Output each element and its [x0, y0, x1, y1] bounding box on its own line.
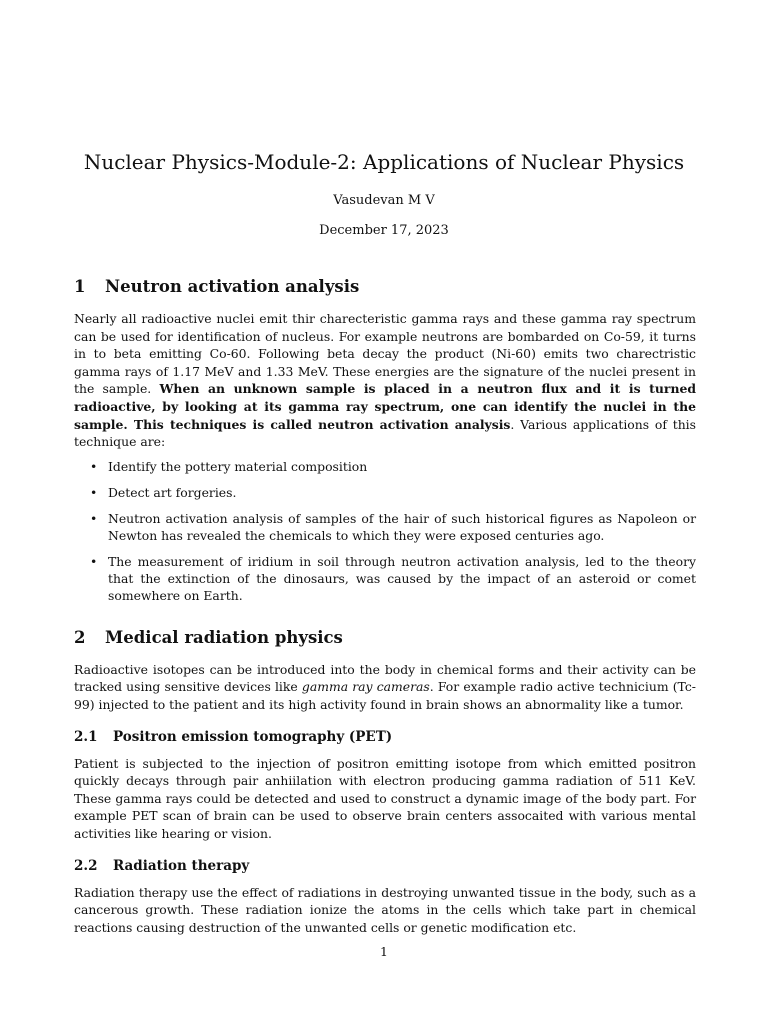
subsection-paragraph: Radiation therapy use the effect of radiations in destroying unwanted tissue in the body, such as a cancerous growth. These radiation ionize the atoms in the cells which take part in chemical reactions causing destruction of the unwanted cells or genetic modification etc. [74, 884, 696, 935]
section-title: Neutron activation analysis [105, 277, 360, 296]
list-item-text: Neutron activation analysis of samples of the hair of such historical figures as Napoleon or Newton has revealed the chemicals to which they were exposed centuries ago. [108, 510, 696, 543]
list-item [74, 510, 696, 544]
list-item-text: The measurement of iridium in soil through neutron activation analysis, led to the theory that the extinction of the dinosaurs, was caused by the impact of an asteroid or comet somewhere on Earth. [108, 553, 696, 603]
author-name: Vasudevan M V [333, 193, 435, 208]
bullet-icon: • [90, 510, 98, 526]
section-number: 2 [74, 627, 86, 647]
subsection-radiation-therapy [74, 857, 696, 937]
section-medical-radiation [74, 627, 696, 714]
paragraph-bold-text: When an unknown sample is placed in a neutron flux and it is turned radioactive, by looking at its gamma ray spectrum, one can identify the nuclei in the sample. This techniques is called neutron activation analysis [74, 381, 696, 432]
paragraph-text: Radioactive isotopes can be introduced into the body in chemical forms and their activity can be tracked using sensitive devices like [74, 661, 696, 695]
subsection-title: Positron emission tomography (PET) [113, 728, 393, 745]
section-paragraph [74, 310, 696, 451]
bullet-icon: • [90, 458, 98, 474]
section-heading [74, 627, 696, 649]
subsection-pet [74, 728, 696, 843]
paragraph-text: . For example radio active technicium (Tc-99) injected to the patient and its high activity found in brain shows an abnormality like a tumor. [74, 679, 696, 712]
list-item [74, 484, 696, 501]
paragraph-italic-text: gamma ray cameras [301, 679, 430, 695]
subsection-heading [74, 857, 696, 876]
paragraph-text: Nearly all radioactive nuclei emit thir charecteristic gamma rays and these gamma ray spectrum can be used for identification of nucleus. For example neutrons are bombarded on Co-59, it turns in to beta emitting Co-60. Following beta decay the product (Ni-60) emits two charectristic gamma rays of 1.17 MeV and 1.33 MeV. These energies are the signature of the nuclei present in the sample. [74, 311, 696, 397]
section-heading [74, 276, 696, 298]
subsection-number: 2.2 [74, 857, 98, 874]
page-number: 1 [380, 944, 388, 959]
list-item [74, 553, 696, 604]
section-title: Medical radiation physics [105, 627, 343, 647]
subsection-paragraph: Patient is subjected to the injection of positron emitting isotope from which emitted positron quickly decays through pair anhiilation with electron producing gamma radiation of 511 KeV. These gamma rays could be detected and used to construct a dynamic image of the body part. For example PET scan of brain can be used to observe brain centers assocaited with various mental activities like hearing or vision. [74, 755, 696, 841]
list-item [74, 458, 696, 475]
paragraph-text: . Various applications of this technique are: [74, 416, 696, 450]
subsection-title: Radiation therapy [113, 857, 250, 874]
bullet-icon: • [90, 484, 98, 500]
document-title: Nuclear Physics-Module-2: Applications of Nuclear Physics [83, 150, 685, 174]
subsection-heading [74, 728, 696, 747]
section-number: 1 [74, 277, 86, 296]
subsection-number: 2.1 [74, 728, 98, 745]
application-list [74, 458, 696, 604]
bullet-icon: • [90, 553, 98, 569]
list-item-text: Detect art forgeries. [108, 484, 237, 500]
section-neutron-activation [74, 276, 696, 604]
list-item-text: Identify the pottery material composition [108, 458, 368, 474]
document-body [74, 276, 696, 936]
document-date: December 17, 2023 [319, 223, 449, 238]
section-paragraph [74, 661, 696, 714]
